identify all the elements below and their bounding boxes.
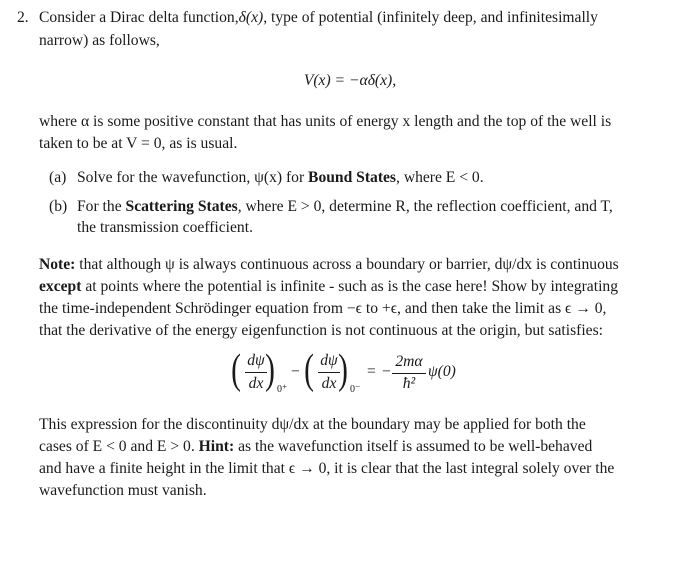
intro-line-2: narrow) as follows, [39,32,160,49]
part-a-text: Solve for the wavefunction, ψ(x) for Bound States, where E < 0. [77,169,484,186]
frac1-num: dψ [247,352,265,369]
rhs-psi: ψ(0) [428,363,456,380]
sub-minus: 0⁻ [350,384,361,395]
hint-label: Hint: [198,438,235,455]
rhs-num: 2mα [395,353,423,370]
left-paren-1: ( [231,347,241,393]
potential-equation: V(x) = −αδ(x), [303,72,397,89]
frac2-den: dx [321,375,337,392]
part-b-text: For the Scattering States, where E > 0, determine R, the reflection coefficient, and T, [77,198,613,215]
left-paren-2: ( [304,347,314,393]
frac1-den: dx [248,375,264,392]
part-a-label: (a) [49,169,67,186]
note-line-4: that the derivative of the energy eigenfunction is not continuous at the origin, but satisfies: [39,322,603,339]
right-paren-1: ) [265,347,275,393]
frac2-num: dψ [320,352,338,369]
frac2-bar [318,372,340,373]
closing-line-2: cases of E < 0 and E > 0. Hint: as the wavefunction itself is assumed to be well-behaved [39,438,593,455]
note-line-2: except at points where the potential is infinite - such as is the case here! Show by integrating [39,278,618,295]
rhs-den: ħ² [402,375,416,392]
part-b-label: (b) [49,198,68,215]
minus-sign: − [291,363,300,380]
where-line-2: taken to be at V = 0, as is usual. [39,135,238,152]
intro-line-1: Consider a Dirac delta function,δ(x), type of potential (infinitely deep, and infinitesimally [39,9,598,26]
closing-line-3: and have a finite height in the limit that ϵ → 0, it is clear that the last integral solely over the [39,460,615,477]
note-line-1: Note: that although ψ is always continuous across a boundary or barrier, dψ/dx is continuous [39,256,619,273]
closing-line-1: This expression for the discontinuity dψ/dx at the boundary may be applied for both the [39,416,586,433]
right-paren-2: ) [338,347,348,393]
note-line-3: the time-independent Schrödinger equation from −ϵ to +ϵ, and then take the limit as ϵ → 0, [39,300,607,317]
problem-number: 2. [17,9,29,26]
where-line-1: where α is some positive constant that has units of energy x length and the top of the well is [39,113,612,130]
equals-sign: = [367,363,376,380]
neg-sign: − [382,363,391,380]
part-b-text-cont: the transmission coefficient. [77,219,253,236]
closing-line-4: wavefunction must vanish. [39,482,207,499]
frac1-bar [245,372,267,373]
delta-function: δ(x) [238,9,264,26]
note-label: Note: [39,256,76,273]
sub-plus: 0⁺ [277,384,288,395]
